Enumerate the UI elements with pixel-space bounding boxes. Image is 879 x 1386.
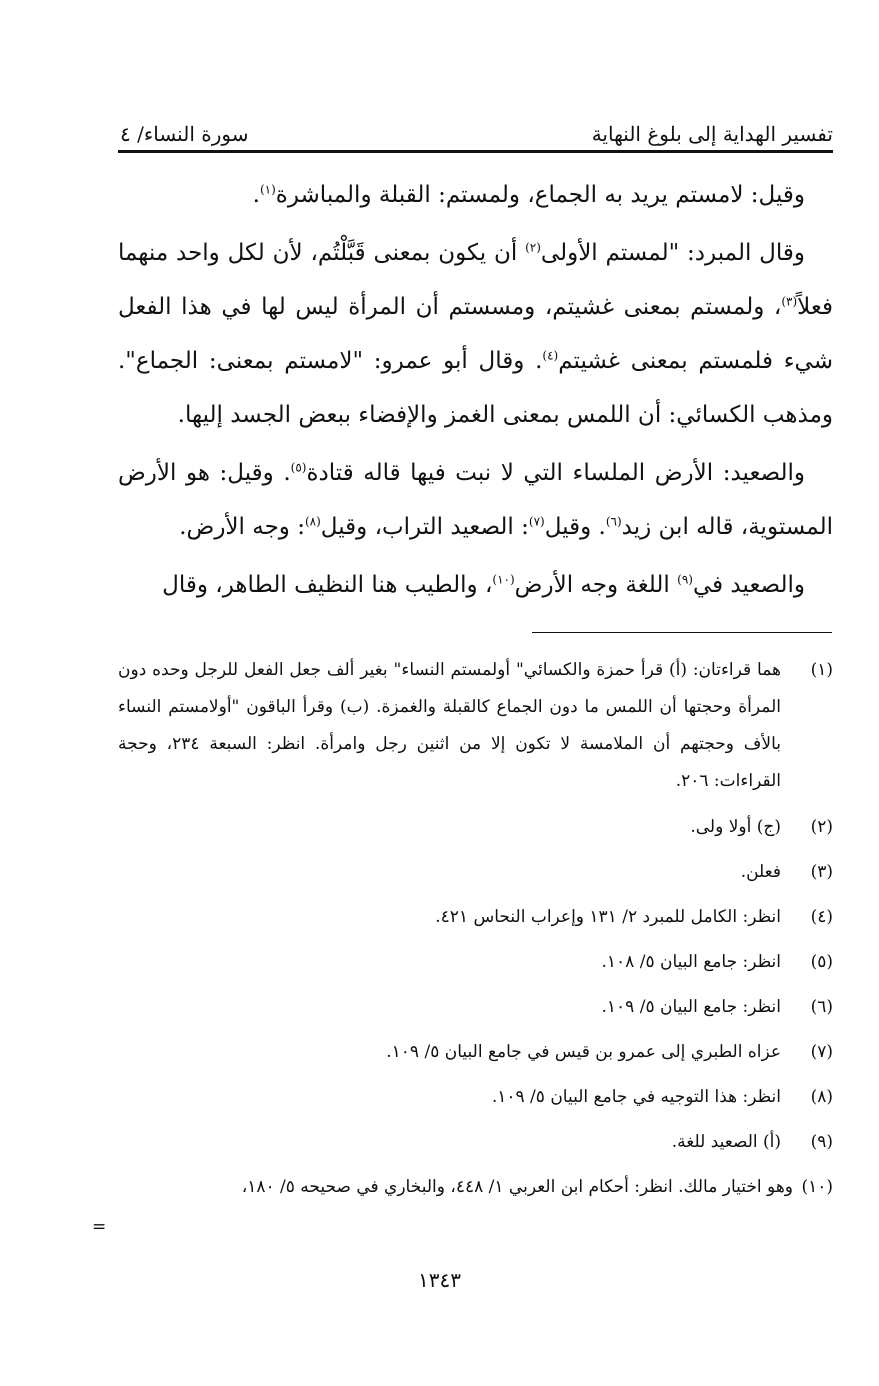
footnote-number: (١) bbox=[810, 660, 833, 680]
footnote-text: وهو اختيار مالك. انظر: أحكام ابن العربي ١/ ٤٤٨، والبخاري في صحيحه ٥/ ١٨٠، bbox=[241, 1177, 793, 1197]
footnote-number: (٣) bbox=[810, 862, 833, 882]
paragraph-text: . وقيل bbox=[544, 514, 606, 540]
footnote-ref-6: (٦) bbox=[605, 514, 622, 529]
footnote-ref-8: (٨) bbox=[304, 514, 321, 529]
footnote-text: (أ) الصعيد للغة. bbox=[671, 1132, 781, 1152]
running-header bbox=[120, 110, 833, 146]
paragraph-2 bbox=[118, 226, 833, 442]
footnote-item bbox=[118, 1075, 833, 1120]
footnote-text: انظر: جامع البيان ٥/ ١٠٩. bbox=[601, 997, 781, 1017]
header-rule bbox=[118, 150, 833, 153]
footnote-number: (٢) bbox=[810, 817, 833, 837]
footnote-item bbox=[118, 850, 833, 895]
footnote-text: عزاه الطبري إلى عمرو بن قيس في جامع البيان ٥/ ١٠٩. bbox=[386, 1042, 781, 1062]
footnote-text: انظر: جامع البيان ٥/ ١٠٨. bbox=[601, 952, 781, 972]
footnote-text: انظر: هذا التوجيه في جامع البيان ٥/ ١٠٩. bbox=[491, 1087, 781, 1107]
footnote-item bbox=[118, 940, 833, 985]
footnote-item bbox=[118, 1165, 833, 1210]
paragraph-text: وقيل: لامستم يريد به الجماع، ولمستم: القبلة والمباشرة bbox=[275, 182, 805, 208]
paragraph-text: . وقال أبو عمرو: "لامستم بمعنى: الجماع". ومذهب الكسائي: أن اللمس بمعنى الغمز والإفضاء ببعض الجسد إليها. bbox=[118, 348, 833, 428]
footnote-ref-2: (٢) bbox=[525, 240, 541, 255]
continuation-mark: = bbox=[92, 1217, 107, 1237]
footnote-ref-3: (٣) bbox=[781, 294, 798, 309]
footnote-number: (٦) bbox=[810, 997, 833, 1017]
book-title: تفسير الهداية إلى بلوغ النهاية bbox=[591, 122, 833, 146]
paragraph-text: ، والطيب هنا النظيف الطاهر، وقال bbox=[162, 572, 493, 598]
footnote-text: هما قراءتان: (أ) قرأ حمزة والكسائي" أولمستم النساء" بغير ألف جعل الفعل للرجل وحده دون المرأة وحجتها أن اللمس ما دون الجماع كالقبلة والغمزة. (ب) وقرأ الباقون "أولامستم النساء بالأف وحجتهم أن الملامسة لا تكون إلا من اثنين رجل وامرأة. انظر: السبعة ٢٣٤، وحجة القراءات: ٢٠٦. bbox=[118, 660, 781, 791]
footnote-number: (٩) bbox=[810, 1132, 833, 1152]
footnote-number: (٨) bbox=[810, 1087, 833, 1107]
main-text bbox=[118, 168, 833, 616]
footnote-text: انظر: الكامل للمبرد ٢/ ١٣١ وإعراب النحاس ٤٢١. bbox=[435, 907, 781, 927]
footnote-ref-9: (٩) bbox=[677, 572, 693, 587]
footnote-ref-10: (١٠) bbox=[492, 572, 515, 587]
footnote-ref-5: (٥) bbox=[290, 460, 307, 475]
footnote-item bbox=[118, 895, 833, 940]
footnote-number: (٤) bbox=[810, 907, 833, 927]
paragraph-4 bbox=[118, 558, 833, 612]
footnote-number: (١٠) bbox=[801, 1177, 833, 1197]
paragraph-text: اللغة وجه الأرض bbox=[514, 572, 678, 598]
footnote-item bbox=[118, 1120, 833, 1165]
footnote-separator bbox=[532, 632, 832, 633]
paragraph-text: أن يكون بمعنى قَبَّلْتُم، لأن لكل واحد منهما فعلاً bbox=[118, 240, 833, 320]
footnote-item bbox=[118, 652, 833, 800]
footnote-ref-1: (١) bbox=[259, 182, 276, 197]
paragraph-text: والصعيد في bbox=[692, 572, 805, 598]
paragraph-text: والصعيد: الأرض الملساء التي لا نبت فيها قاله قتادة bbox=[306, 460, 805, 486]
footnote-item bbox=[118, 985, 833, 1030]
footnote-item bbox=[118, 805, 833, 850]
page-number: ١٣٤٣ bbox=[418, 1268, 461, 1292]
paragraph-text: : الصعيد التراب، وقيل bbox=[320, 514, 529, 540]
paragraph-text: : وجه الأرض. bbox=[179, 514, 305, 540]
footnote-number: (٧) bbox=[810, 1042, 833, 1062]
surah-label: سورة النساء/ ٤ bbox=[120, 122, 249, 146]
paragraph-3 bbox=[118, 446, 833, 554]
paragraph-text: . bbox=[252, 182, 260, 208]
footnote-item bbox=[118, 1030, 833, 1075]
footnote-number: (٥) bbox=[810, 952, 833, 972]
footnote-text: (ج) أولا ولى. bbox=[690, 817, 781, 837]
paragraph-text: . وقيل: هو الأرض المستوية، قاله ابن زيد bbox=[118, 460, 833, 540]
paragraph-text: ، ولمستم بمعنى غشيتم، ومسستم أن المرأة ليس لها في هذا الفعل شيء فلمستم بمعنى غشيتم bbox=[118, 294, 833, 374]
footnote-ref-4: (٤) bbox=[542, 348, 559, 363]
footnotes bbox=[118, 652, 833, 1210]
paragraph-1 bbox=[118, 168, 833, 222]
footnote-text: فعلن. bbox=[740, 862, 781, 882]
paragraph-text: وقال المبرد: "لمستم الأولى bbox=[540, 240, 805, 266]
footnote-ref-7: (٧) bbox=[528, 514, 545, 529]
